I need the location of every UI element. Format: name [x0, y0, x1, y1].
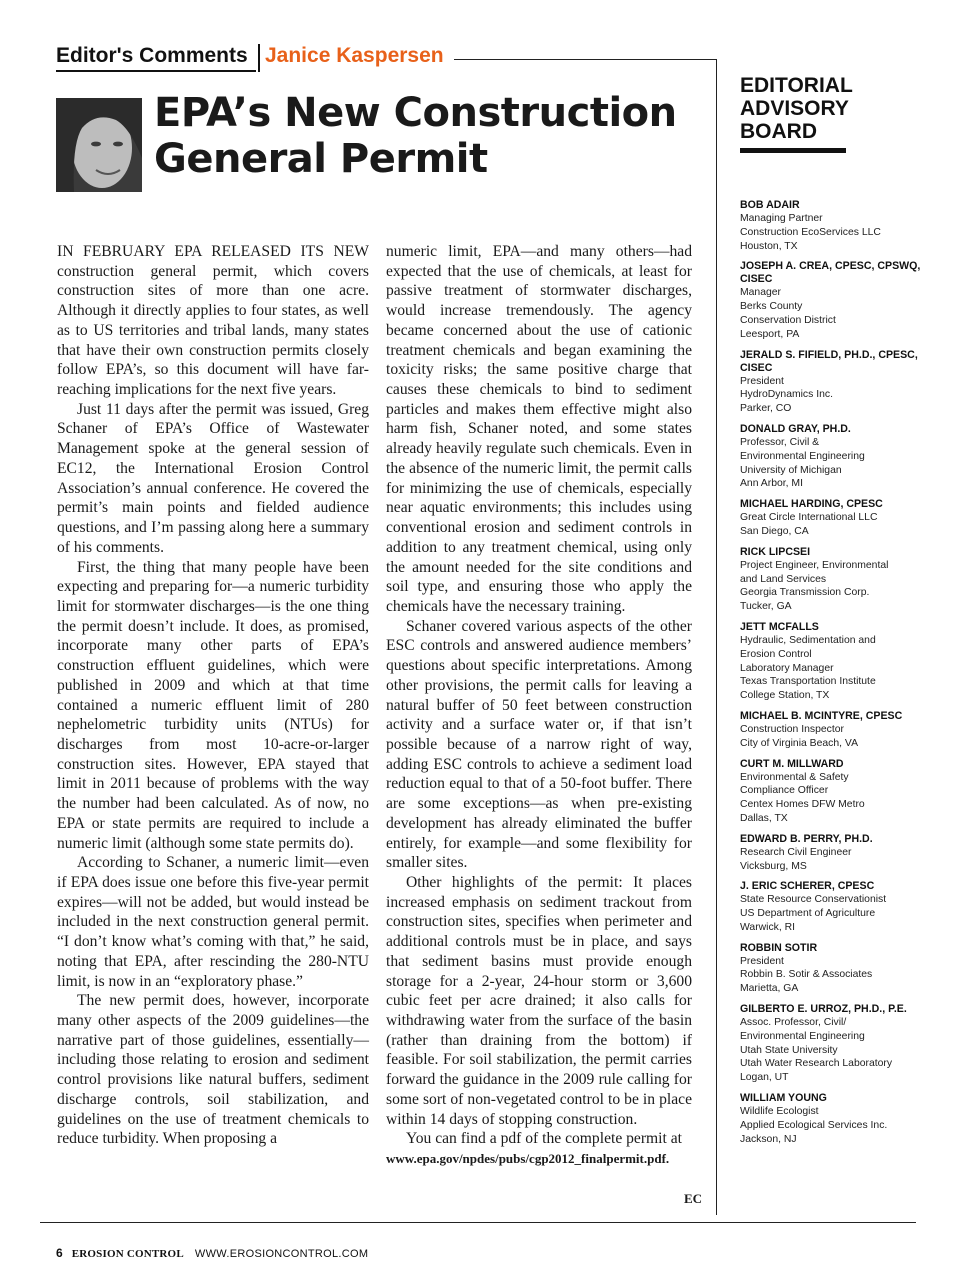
- article-column-1: [57, 242, 369, 1149]
- board-member: [740, 199, 940, 253]
- board-member-name: EDWARD B. PERRY, PH.D.: [740, 832, 873, 845]
- board-member: [740, 758, 940, 826]
- author-photo: [56, 98, 142, 192]
- author-name: Janice Kaspersen: [265, 44, 444, 67]
- board-member-detail: Warwick, RI: [740, 921, 796, 933]
- board-member-name: MICHAEL B. MCINTYRE, CPESC: [740, 709, 903, 722]
- board-member-detail: Utah Water Research Laboratory: [740, 1058, 893, 1070]
- header-rule: [454, 59, 716, 60]
- paragraph: First, the thing that many people have been expecting and preparing for—a numeric turbidity limit for stormwater discharges—is the one thing the permit doesn’t include. It does, as promised, incorporate many other parts of EPA’s construction effluent guidelines, which were published in 2009 and which at that time contained a numeric effluent limit of 280 nephelometric turbidity units (NTUs) for discharges from most 10-acre-or-larger construction sites. However, EPA stayed that limit in 2011 because of problems with the way the number had been calculated. As of now, no EPA or state permits are required to include a numeric limit (although some state permits do).: [57, 558, 369, 852]
- board-member: [740, 423, 940, 491]
- board-member-detail: San Diego, CA: [740, 525, 809, 537]
- board-member-name: JOSEPH A. CREA, CPESC, CPSWQ, CISEC: [740, 260, 921, 286]
- board-member: [740, 260, 940, 341]
- board-member: [740, 880, 940, 934]
- board-member-detail: Georgia Transmission Corp.: [740, 587, 870, 599]
- article-column-2: [386, 242, 692, 1169]
- board-member-detail: Dallas, TX: [740, 812, 788, 824]
- board-member-detail: Assoc. Professor, Civil/: [740, 1017, 847, 1029]
- board-member-name: CURT M. MILLWARD: [740, 757, 844, 770]
- column-divider: [716, 59, 717, 1215]
- board-member-detail: Ann Arbor, MI: [740, 478, 803, 490]
- board-member-detail: President: [740, 375, 784, 387]
- board-member-name: JERALD S. FIFIELD, PH.D., CPESC, CISEC: [740, 348, 918, 374]
- board-title-rule: [740, 148, 846, 153]
- board-member-detail: US Department of Agriculture: [740, 908, 876, 920]
- board-member-detail: HydroDynamics Inc.: [740, 389, 833, 401]
- permit-url-link[interactable]: www.epa.gov/npdes/pubs/cgp2012_finalpermit.pdf.: [386, 1151, 670, 1167]
- paragraph: According to Schaner, a numeric limit—even if EPA does issue one before this five-year permit expires—will not be added, but would instead be included in the next construction general permit. “I don’t know what’s coming with that,” he said, noting that EPA, after rescinding the 280-NTU limit, is now in an “exploratory phase.”: [57, 854, 369, 990]
- board-member-detail: Great Circle International LLC: [740, 512, 878, 524]
- board-member-detail: Environmental Engineering: [740, 1030, 865, 1042]
- board-member-detail: Vicksburg, MS: [740, 860, 807, 872]
- board-member-detail: Laboratory Manager: [740, 662, 834, 674]
- board-member-detail: Texas Transportation Institute: [740, 676, 876, 688]
- board-member-detail: Jackson, NJ: [740, 1133, 797, 1145]
- board-member-detail: Logan, UT: [740, 1072, 789, 1084]
- board-member: [740, 498, 940, 539]
- board-member-list: [740, 199, 940, 1146]
- board-member-detail: Research Civil Engineer: [740, 846, 852, 858]
- board-member-name: J. ERIC SCHERER, CPESC: [740, 880, 875, 893]
- board-member-detail: Conservation District: [740, 314, 836, 326]
- board-member-detail: Project Engineer, Environmental: [740, 559, 889, 571]
- board-member-name: BOB ADAIR: [740, 199, 800, 211]
- board-member-detail: Environmental & Safety: [740, 771, 849, 783]
- board-member-detail: President: [740, 955, 784, 967]
- board-title: EDITORIAL ADVISORY BOARD: [740, 74, 853, 143]
- board-member-name: ROBBIN SOTIR: [740, 941, 818, 954]
- board-member-detail: Applied Ecological Services Inc.: [740, 1119, 888, 1131]
- board-member-detail: Wildlife Ecologist: [740, 1106, 819, 1118]
- end-mark: EC: [684, 1191, 703, 1206]
- paragraph: numeric limit, EPA—and many others—had expected that the use of chemicals, at least for passive treatment of stormwater discharges, would increase tremendously. The agency became concerned about the use of cationic treatment chemicals and began examining the toxicity risks; the same positive charge that causes these chemicals to bind to sediment particles and makes them effective might also harm fish, Schaner noted, and some states already heavily regulate such chemicals. Even in the absence of the numeric limit, the permit calls for minimizing the use of chemicals, especially near aquatic environments; this includes using conventional erosion and sediment controls in addition to any treatment chemical, using only the amount needed for the site conditions and soil type, and ensuring those who apply the chemicals have the necessary training.: [386, 243, 692, 615]
- board-member-detail: Construction EcoServices LLC: [740, 226, 881, 238]
- board-member-name: WILLIAM YOUNG: [740, 1092, 827, 1105]
- board-member: [740, 349, 940, 416]
- paragraph: The new permit does, however, incorporate many other aspects of the 2009 guidelines—the narrative part of those guidelines, essentially—including those relating to erosion and sediment control provisions like natural buffers, sediment discharge controls, soil stabilization, and guidelines on the use of treatment chemicals to reduce turbidity. When proposing a: [57, 992, 369, 1148]
- board-member-detail: Erosion Control: [740, 648, 812, 660]
- board-member-detail: Tucker, GA: [740, 601, 792, 613]
- header-separator: [258, 44, 260, 72]
- board-member-detail: Manager: [740, 287, 782, 299]
- board-member-detail: Utah State University: [740, 1044, 838, 1056]
- article-title: EPA’s New Construction General Permit: [154, 90, 677, 182]
- board-member-detail: Marietta, GA: [740, 983, 799, 995]
- board-member-name: RICK LIPCSEI: [740, 545, 811, 558]
- board-member-detail: Environmental Engineering: [740, 450, 865, 462]
- editorial-advisory-board: [740, 74, 940, 1153]
- magazine-name: EROSION CONTROL: [71, 1248, 184, 1260]
- paragraph: Other highlights of the permit: It places increased emphasis on sediment trackout from construction sites, specifies when perimeter and additional controls must be in place, and says that sediment basins must provide enough storage for a 2-year, 24-hour storm or 3,600 cubic feet per acre drained; it also calls for withdrawing water from the surface of the basin (rather than draining from the bottom) if feasible. For soil stabilization, the permit carries forward the guidance in the 2009 rule calling for some sort of non-vegetated control to be in place within 14 days of stopping construction.: [386, 874, 692, 1128]
- paragraph: Schaner covered various aspects of the other ESC controls and answered audience members’ questions about specific interpretations. Among other provisions, the permit calls for leaving a natural buffer of 50 feet between construction activity and a surface water or, if that isn’t possible because of a narrow right of way, adding ESC controls to achieve a sediment load reduction equal to that of a 50-foot buffer. There are some exceptions—as when pre-existing development has already eliminated the buffer entirely, for example—and some flexibility for smaller sites.: [386, 617, 692, 872]
- board-member-detail: Professor, Civil &: [740, 436, 820, 448]
- board-member-detail: College Station, TX: [740, 690, 830, 702]
- board-member-name: MICHAEL HARDING, CPESC: [740, 498, 883, 511]
- page-footer: [56, 1246, 368, 1260]
- board-member: [740, 942, 940, 996]
- paragraph: IN FEBRUARY EPA RELEASED ITS NEW construction general permit, which covers construction sites of more than one acre. Although it directly applies to four states, as well as to US territories and tribal lands, many states that have their own construction permits closely follow EPA’s, so this document will have far-reaching implications for the next five years.: [57, 243, 369, 399]
- board-member-name: GILBERTO E. URROZ, PH.D., P.E.: [740, 1003, 907, 1016]
- board-member-detail: and Land Services: [740, 573, 827, 585]
- board-member-detail: University of Michigan: [740, 464, 842, 476]
- lead-in: IN FEBRUARY EPA RELEASED ITS NEW: [57, 243, 369, 260]
- board-member: [740, 1003, 940, 1085]
- board-member: [740, 833, 940, 874]
- board-member-detail: Managing Partner: [740, 213, 823, 224]
- department-underline: [56, 70, 256, 72]
- page-number: 6: [56, 1246, 63, 1260]
- footer-rule: [40, 1222, 916, 1223]
- paragraph: You can find a pdf of the complete permit at: [406, 1130, 682, 1148]
- board-member-name: DONALD GRAY, PH.D.: [740, 422, 851, 435]
- board-member-detail: Leesport, PA: [740, 328, 800, 340]
- board-member-name: JETT MCFALLS: [740, 620, 819, 633]
- paragraph: Just 11 days after the permit was issued, Greg Schaner of EPA’s Office of Wastewater Management spoke at the general session of EC12, the International Erosion Control Association’s annual conference. He covered the permit’s main points and fielded audience questions, and I’m passing along here a summary of his comments.: [57, 400, 369, 556]
- board-member: [740, 546, 940, 614]
- board-member-detail: Robbin B. Sotir & Associates: [740, 969, 873, 981]
- website-link[interactable]: WWW.EROSIONCONTROL.COM: [194, 1248, 369, 1260]
- board-member-detail: Houston, TX: [740, 240, 798, 252]
- department-label: Editor's Comments: [56, 44, 248, 67]
- board-member-detail: Compliance Officer: [740, 785, 829, 797]
- board-member-detail: Parker, CO: [740, 403, 792, 415]
- board-member: [740, 1092, 940, 1146]
- board-member-detail: State Resource Conservationist: [740, 894, 887, 906]
- board-member-detail: Berks County: [740, 301, 803, 313]
- board-member: [740, 710, 940, 751]
- board-member-detail: Hydraulic, Sedimentation and: [740, 634, 876, 646]
- board-member-detail: City of Virginia Beach, VA: [740, 737, 859, 749]
- board-member: [740, 621, 940, 703]
- board-member-detail: Centex Homes DFW Metro: [740, 799, 865, 811]
- board-member-detail: Construction Inspector: [740, 723, 844, 735]
